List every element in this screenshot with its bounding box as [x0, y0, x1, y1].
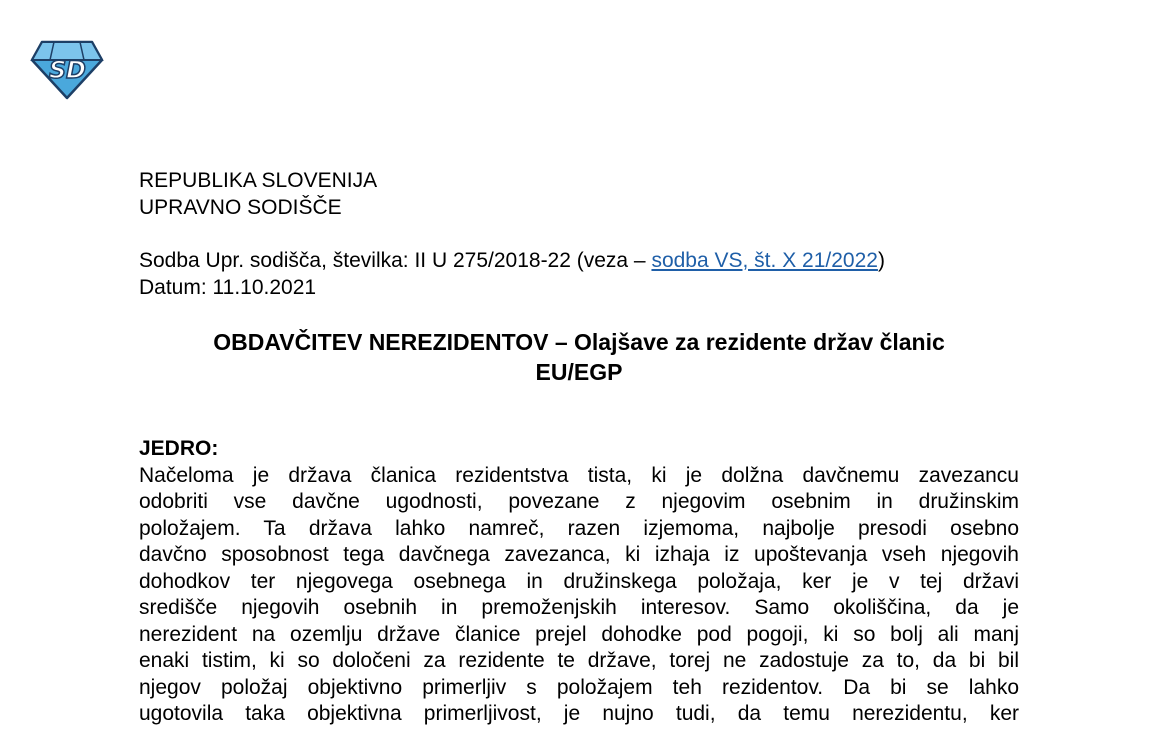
case-date: Datum: 11.10.2021	[139, 275, 317, 299]
sd-diamond-logo-icon	[30, 40, 104, 100]
paragraph-line: ugotovila taka objektivna primerljivost, je nujno tudi, da temu nerezidentu, ker	[139, 702, 1019, 725]
document-body	[139, 168, 1019, 728]
title-line2: EU/EGP	[535, 359, 623, 385]
paragraph-line: odobriti vse davčne ugodnosti, povezane z njegovim osebnim in družinskim	[139, 490, 1019, 513]
case-number-suffix: )	[877, 249, 885, 272]
document-title	[139, 327, 1019, 387]
paragraph-line: središče njegovih osebnih in premoženjskih interesov. Samo okoliščina, da je	[139, 596, 1019, 619]
case-number-prefix: Sodba Upr. sodišča, številka: II U 275/2018-22 (veza –	[139, 249, 652, 272]
paragraph-line: nerezident na ozemlju države članice prejel dohodke pod pogoji, ki so bolj ali manj	[139, 622, 1019, 646]
paragraph-line: njegov položaj objektivno primerljiv s položajem teh rezidentov. Da bi se lahko	[139, 675, 1019, 699]
court-name-line1: REPUBLIKA SLOVENIJA	[139, 169, 378, 192]
svg-text:D: D	[66, 56, 86, 84]
paragraph-line: položajem. Ta država lahko namreč, razen izjemoma, najbolje presodi osebno	[139, 516, 1019, 540]
svg-text:S: S	[49, 56, 67, 84]
court-name-line2: UPRAVNO SODIŠČE	[139, 195, 342, 219]
title-line1: OBDAVČITEV NEREZIDENTOV – Olajšave za rezidente držav članic	[213, 329, 945, 355]
core-paragraph	[139, 463, 1019, 728]
paragraph-line: dohodkov ter njegovega osebnega in družinskega položaja, ker je v tej državi	[139, 569, 1019, 593]
case-number	[139, 248, 1019, 275]
core-heading: JEDRO:	[139, 437, 219, 460]
paragraph-line: Načeloma je država članica rezidentstva tista, ki je dolžna davčnemu zavezancu	[139, 463, 1019, 487]
paragraph-line: davčno sposobnost tega davčnega zavezanca, ki izhaja iz upoštevanja vseh njegovih	[139, 543, 1019, 566]
paragraph-line: enaki tistim, ki so določeni za rezidente te države, torej ne zadostuje za to, da bi bil	[139, 649, 1019, 672]
related-judgment-link[interactable]: sodba VS, št. X 21/2022	[651, 249, 878, 272]
